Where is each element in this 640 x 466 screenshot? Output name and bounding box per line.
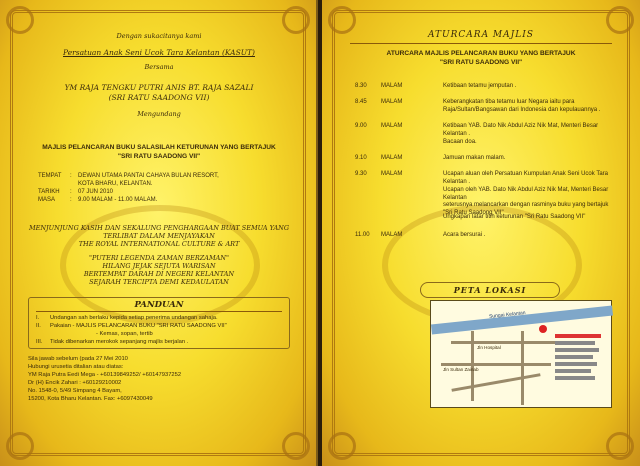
greeting: Dengan sukacitanya kami bbox=[116, 32, 202, 40]
map-title: PETA LOKASI bbox=[453, 285, 527, 295]
invitation-spread: Dengan sukacitanya kami Persatuan Anak Seni Ucok Tara Kelantan (KASUT) Bersama YM RAJA TENGKU PUTRI ANIS BT. RAJA SAZALI (SRI RATU SAADONG VII) Mengundang MAJLIS PELANCARAN BUKU SALASILAH KETURUNAN YANG BERTAJUK "SRI RATU SAADONG VII" TEMPAT : DEWAN UTAMA PANTAI CAHAYA BULAN RESORT, KOTA BHARU, KELANTAN. TARIKH : 07 JUN 2010 MASA : 9.00 MALAM - 11.00 MALAM. MENJUNJUNG KASIH DAN SEKALUNG PENGHARGAAN BUAT SEMUA YANG TERLIBAT DALAM MENJAYAKAN THE ROYAL INTERNATIONAL CULTURE & ART "PUTERI LEGENDA ZAMAN BERZAMAN" HILANG JEJAK SEJUTA WARISAN BERTEMPAT DARAH DI NEGERI KELANTAN SEJARAH TERCIPTA DEMI KEDAULATAN PANDUAN I. Undangan sah berlaku kepida setiap penerima undangan sahaja. II. Pakaian - MAJLIS PELANCARAN BUKU "SRI RATU SAADONG VII" - Kemas, sopan, tertib III. Tidak dibenarkan merokok sepanjang majlis berjalan . Sila jawab sebelum (pada 27 Mei 2010 Hubungi urusetia ditalian atau diatas: YM Raja Putra Eedi Mega - +60139849252/ +60147937252 Dr (H) Encik Zahari : +60129210002 No. 1548-0, 5/49 Simpang 4 Bayam, 15200, Kota Bharu Kelantan. Fax: +6097430049 ATURCARA MAJLIS ATURCARA MAJLIS PELANCARAN BUKU YANG BERTAJUK "SRI RATU SAADONG VII" 8.30 MALAM Ketibaan tetamu jemputan . 8.45 MALAM Keberangkatan tiba tetamu luar Negara iaitu para Raja/Sultan/Bangsawan dari Indonesia dan kepulauannya . 9.00 MALAM Ketibaan YAB. Dato Nik Abdul Aziz Nik Mat, Menteri Besar Kelantan . Bacaan doa. 9.10 MALAM Jamuan makan malam. 9.30 MALAM Ucapan aluan oleh Persatuan Kumpulan Anak Seni Ucok Tara Kelantan . Ucapan oleh YAB. Dato Nik Abdul Aziz Nik Mat, Menteri Besar Kelantan seterusnya melancarkan dengan rasminya buku yang bertajuk "Sri Ratu Saadong VII" Ungkapan latar titih keturunan "Sri Ratu Saadong VII" 11.00 MALAM Acara bersurai . PETA LOKASI Sungai Kelantan Jln Hospital Jln Sultan Zainab bbox=[0, 0, 640, 466]
event-details bbox=[38, 172, 288, 204]
detail-row: TARIKH : 07 JUN 2010 bbox=[38, 189, 114, 195]
panduan-list bbox=[36, 314, 288, 346]
road-shape bbox=[441, 363, 551, 366]
schedule-header: ATURCARA MAJLIS bbox=[428, 30, 534, 40]
poem: "PUTERI LEGENDA ZAMAN BERZAMAN" HILANG JEJAK SEJUTA WARISAN BERTEMPAT DARAH DI NEGERI KELANTAN SEJARAH TERCIPTA DEMI KEDAULATAN bbox=[83, 254, 235, 286]
location-map bbox=[430, 300, 612, 408]
river-label: Sungai Kelantan bbox=[488, 310, 526, 320]
host-title: (SRI RATU SAADONG VII) bbox=[108, 93, 210, 102]
together-text: Bersama bbox=[144, 63, 174, 71]
corner-ornament bbox=[282, 6, 310, 34]
schedule-title: ATURCARA MAJLIS PELANCARAN BUKU YANG BERTAJUK bbox=[386, 50, 576, 57]
corner-ornament bbox=[328, 432, 356, 460]
detail-row: KOTA BHARU, KELANTAN. bbox=[78, 181, 153, 187]
road-shape bbox=[471, 331, 474, 401]
rsvp-block: Sila jawab sebelum (pada 27 Mei 2010 Hubungi urusetia ditalian atau diatas: YM Raja Putra Eedi Mega - +60139849252/ +60147937252 Dr (H) Encik Zahari : +60129210002 No. 1548-0, 5/49 Simpang 4 Bayam, 15200, Kota Bharu Kelantan. Fax: +6097430049 bbox=[28, 356, 182, 402]
road-shape bbox=[521, 331, 524, 405]
event-title: MAJLIS PELANCARAN BUKU SALASILAH KETURUNAN YANG BERTAJUK bbox=[42, 144, 276, 151]
corner-ornament bbox=[6, 6, 34, 34]
organizer: Persatuan Anak Seni Ucok Tara Kelantan (KASUT) bbox=[63, 48, 255, 57]
detail-row: MASA : 9.00 MALAM - 11.00 MALAM. bbox=[38, 197, 158, 203]
invite-text: Mengundang bbox=[137, 110, 181, 118]
list-item: II. Pakaian - MAJLIS PELANCARAN BUKU "SRI RATU SAADONG VII" bbox=[36, 323, 227, 329]
road-shape bbox=[451, 341, 571, 344]
list-item: I. Undangan sah berlaku kepida setiap penerima undangan sahaja. bbox=[36, 315, 218, 321]
list-item: III. Tidak dibenarkan merokok sepanjang majlis berjalan . bbox=[36, 339, 189, 345]
road-label: Jln Sultan Zainab bbox=[443, 367, 479, 372]
divider bbox=[350, 43, 612, 44]
corner-ornament bbox=[6, 432, 34, 460]
schedule-subtitle: "SRI RATU SAADONG VII" bbox=[439, 59, 523, 66]
road-shape bbox=[451, 373, 540, 392]
host-name: YM RAJA TENGKU PUTRI ANIS BT. RAJA SAZALI bbox=[64, 83, 254, 92]
left-page bbox=[0, 0, 318, 466]
road-label: Jln Hospital bbox=[477, 345, 501, 350]
corner-ornament bbox=[282, 432, 310, 460]
event-subtitle: "SRI RATU SAADONG VII" bbox=[117, 153, 201, 160]
location-pin-icon bbox=[539, 325, 547, 333]
motto: MENJUNJUNG KASIH DAN SEKALUNG PENGHARGAAN BUAT SEMUA YANG TERLIBAT DALAM MENJAYAKAN THE ROYAL INTERNATIONAL CULTURE & ART bbox=[28, 224, 290, 248]
list-item: - Kemas, sopan, tertib bbox=[96, 331, 153, 337]
detail-row: TEMPAT : DEWAN UTAMA PANTAI CAHAYA BULAN RESORT, bbox=[38, 173, 219, 179]
map-legend bbox=[555, 331, 607, 401]
panduan-title: PANDUAN bbox=[134, 300, 184, 310]
corner-ornament bbox=[606, 432, 634, 460]
divider bbox=[36, 311, 282, 312]
